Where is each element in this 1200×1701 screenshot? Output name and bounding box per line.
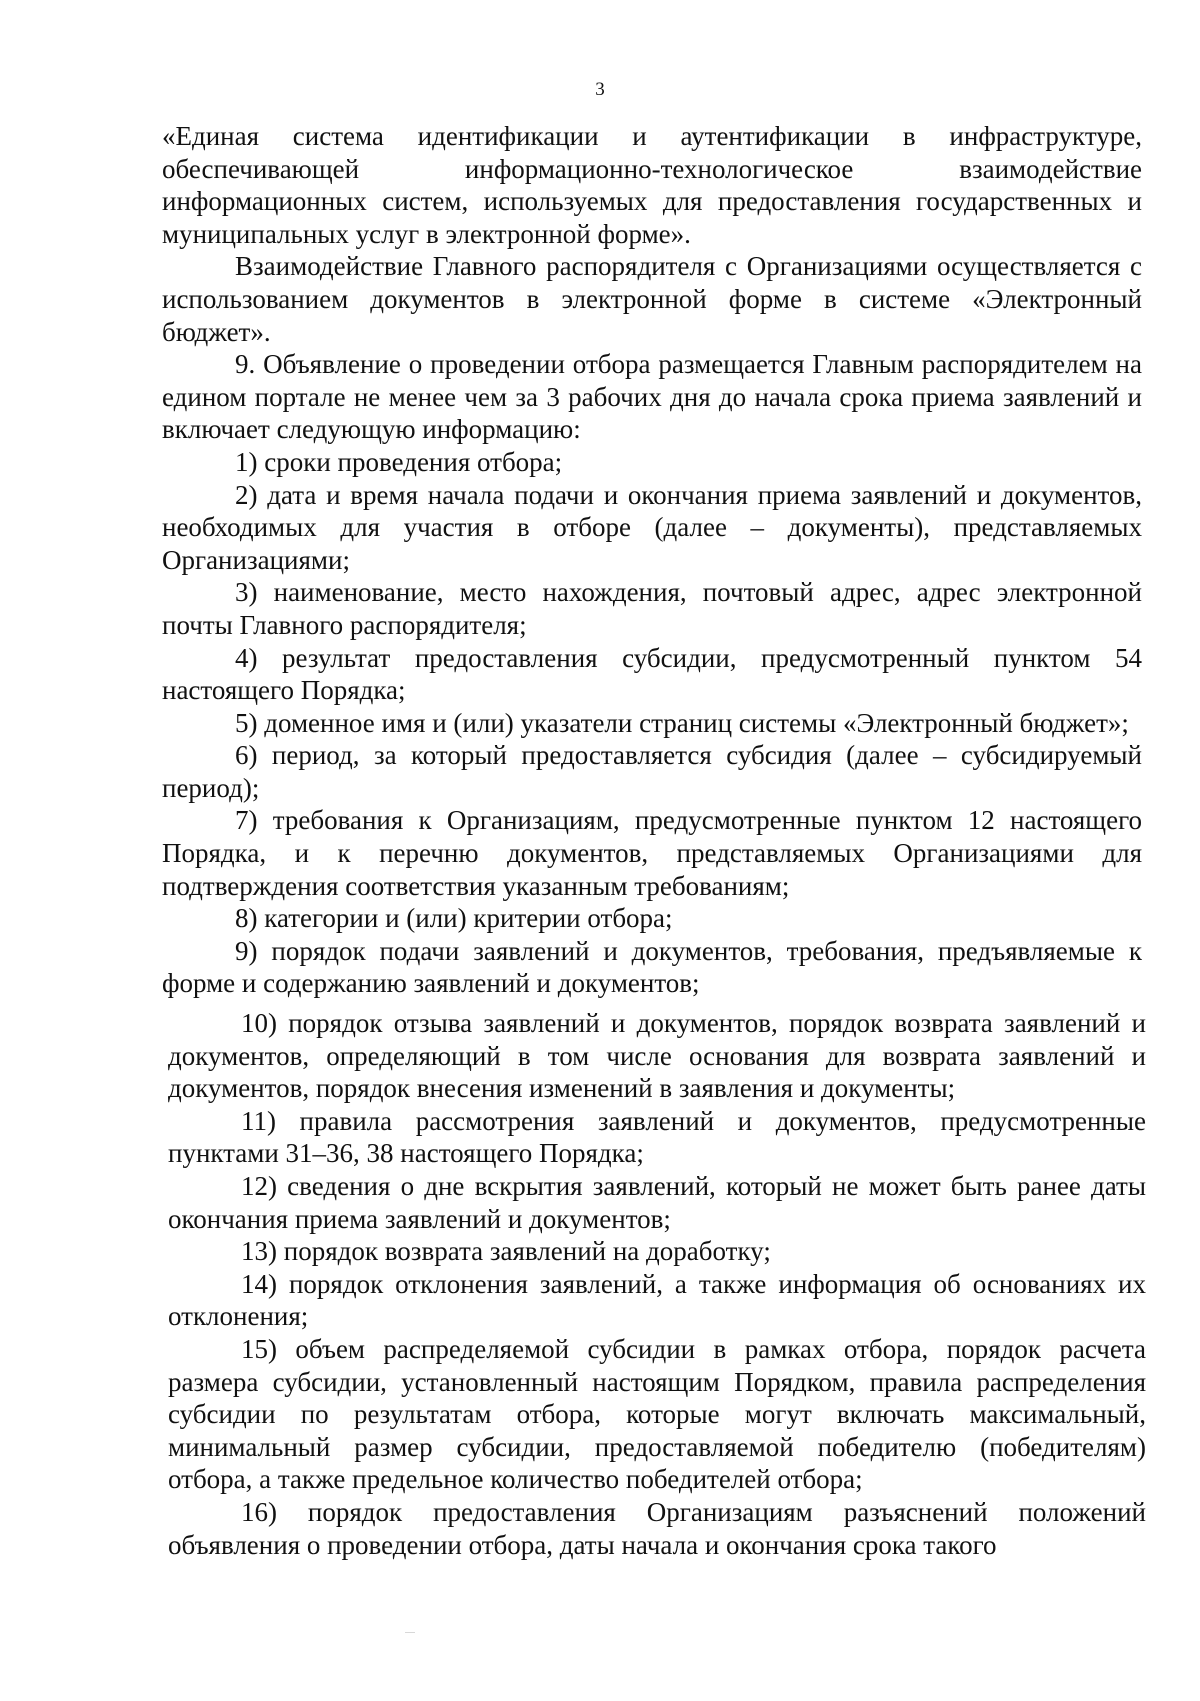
list-item-14: 14) порядок отклонения заявлений, а также информация об основаниях их отклонения; xyxy=(168,1268,1146,1332)
list-item-4: 4) результат предоставления субсидии, предусмотренный пунктом 54 настоящего Порядка; xyxy=(162,642,1142,706)
scan-mark xyxy=(405,1632,415,1633)
list-item-8: 8) категории и (или) критерии отбора; xyxy=(235,903,673,934)
list-item-10: 10) порядок отзыва заявлений и документов, порядок возврата заявлений и документов, определяющий в том числе основания для возврата заявлений и документов, порядок внесения изменений в заявления и документы; xyxy=(168,1008,1146,1104)
list-item-2: 2) дата и время начала подачи и окончания приема заявлений и документов, необходимых для участия в отборе (далее – документы), представляемых Организациями; xyxy=(162,479,1142,575)
list-item-12: 12) сведения о дне вскрытия заявлений, который не может быть ранее даты окончания приема заявлений и документов; xyxy=(168,1170,1146,1234)
list-item-5: 5) доменное имя и (или) указатели страниц системы «Электронный бюджет»; xyxy=(235,707,1129,738)
paragraph-esia-definition: «Единая система идентификации и аутентификации в инфраструктуре, обеспечивающей информационно-технологическое взаимодействие информационных систем, используемых для предоставления государственных и муниципальных услуг в электронной форме». xyxy=(162,121,1142,249)
list-item-3: 3) наименование, место нахождения, почтовый адрес, адрес электронной почты Главного распорядителя; xyxy=(162,577,1142,640)
list-item-9: 9) порядок подачи заявлений и документов, требования, предъявляемые к форме и содержанию заявлений и документов; xyxy=(162,935,1142,999)
page-number: 3 xyxy=(595,79,605,100)
list-item-11: 11) правила рассмотрения заявлений и документов, предусмотренные пунктами 31–36, 38 настоящего Порядка; xyxy=(168,1105,1146,1169)
list-item-6: 6) период, за который предоставляется субсидия (далее – субсидируемый период); xyxy=(162,740,1142,803)
list-item-1: 1) сроки проведения отбора; xyxy=(235,446,563,477)
list-item-13: 13) порядок возврата заявлений на доработку; xyxy=(241,1236,771,1267)
paragraph-item-9: 9. Объявление о проведении отбора размещается Главным распорядителем на едином портале не менее чем за 3 рабочих дня до начала срока приема заявлений и включает следующую информацию: xyxy=(162,349,1142,445)
list-item-15: 15) объем распределяемой субсидии в рамках отбора, порядок расчета размера субсидии, установленный настоящим Порядком, правила распределения субсидии по результатам отбора, которые могут включать максимальный, минимальный размер субсидии, предоставляемой победителю (победителям) отбора, а также предельное количество победителей отбора; xyxy=(168,1333,1146,1495)
paragraph-interaction: Взаимодействие Главного распорядителя с Организациями осуществляется с использованием документов в электронной форме в системе «Электронный бюджет». xyxy=(162,251,1142,347)
document-text-top xyxy=(162,120,1142,1000)
list-item-7: 7) требования к Организациям, предусмотренные пунктом 12 настоящего Порядка, и к перечню документов, представляемых Организациями для подтверждения соответствия указанным требованиям; xyxy=(162,805,1142,901)
list-item-16: 16) порядок предоставления Организациям разъяснений положений объявления о проведении отбора, даты начала и окончания срока такого xyxy=(168,1496,1146,1560)
document-text-bottom xyxy=(168,1007,1146,1561)
